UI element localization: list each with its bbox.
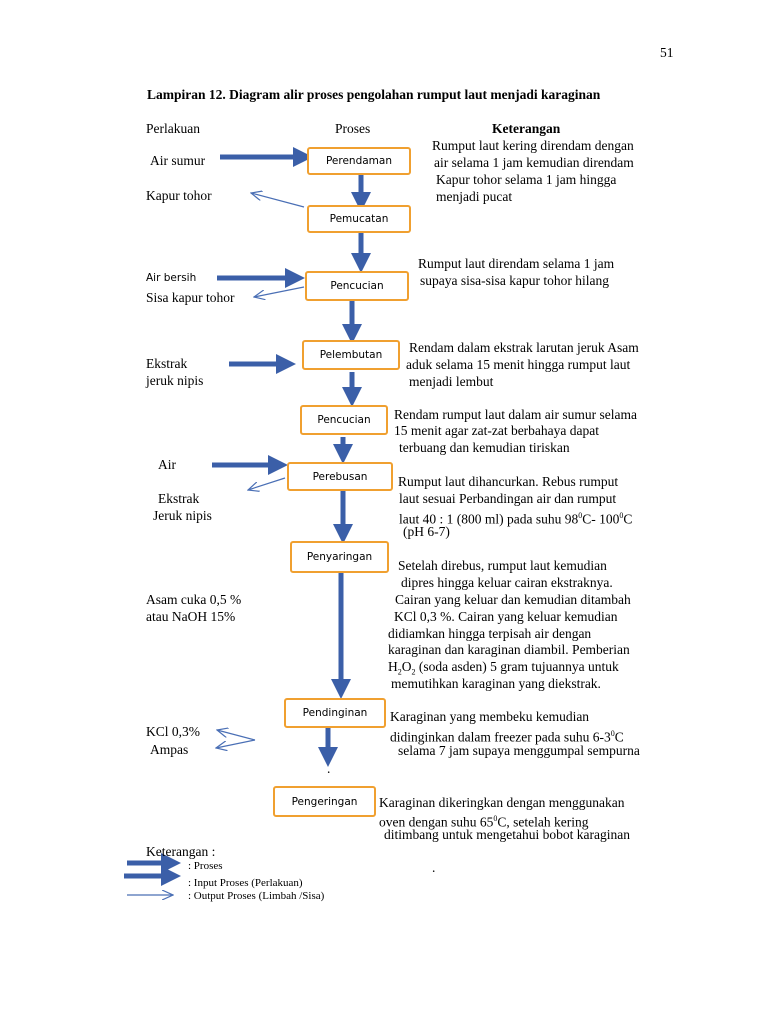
note-penyaringan-line2: dipres hingga keluar cairan ekstraknya. [401, 575, 613, 590]
output-ekstrak-line2: Jeruk nipis [153, 508, 212, 523]
legend-proses-label: : Proses [188, 860, 223, 872]
process-box-pengeringan: Pengeringan [273, 786, 376, 817]
note-penyaringan-line6: karaginan dan karaginan diambil. Pemberian [388, 642, 630, 657]
note-pengeringan-line1: Karaginan dikeringkan dengan menggunakan [379, 795, 625, 810]
note-perebusan-line4: (pH 6-7) [403, 524, 450, 539]
output-ampas: Ampas [150, 742, 189, 757]
note-penyaringan-line4: KCl 0,3 %. Cairan yang keluar kemudian [394, 609, 618, 624]
process-box-pendinginan: Pendinginan [284, 698, 386, 728]
note-perendaman-line1: Rumput laut kering direndam dengan [432, 138, 634, 153]
output-kapur-tohor: Kapur tohor [146, 188, 212, 203]
process-box-pencucian-1: Pencucian [305, 271, 409, 301]
note-pelembutan-line2: aduk selama 15 menit hingga rumput laut [406, 357, 631, 372]
note-penyaringan-line3: Cairan yang keluar dan kemudian ditambah [395, 592, 631, 607]
note-penyaringan-line8: memutihkan karaginan yang diekstrak. [391, 676, 601, 691]
note-pendinginan-line1: Karaginan yang membeku kemudian [390, 709, 590, 724]
note-perendaman-line4: menjadi pucat [436, 189, 513, 204]
input-air: Air [158, 457, 176, 472]
note-pengeringan-line3: ditimbang untuk mengetahui bobot karaginan [384, 827, 630, 842]
process-box-pelembutan: Pelembutan [302, 340, 400, 370]
note-perebusan-line3: laut 40 : 1 (800 ml) pada suhu $98^0C-$ $100^0C$ [399, 511, 633, 527]
note-perebusan-line2: laut sesuai Perbandingan air dan rumput [399, 491, 617, 506]
input-ekstrak-jeruk-line2: jeruk nipis [146, 373, 204, 388]
note-pencucian1-line2: supaya sisa-sisa kapur tohor hilang [420, 273, 609, 288]
output-arrow-kcl [217, 730, 255, 740]
input-asam-line1: Asam cuka 0,5 % [146, 592, 242, 607]
note-pelembutan-line3: menjadi lembut [409, 374, 494, 389]
stray-dot-1: . [327, 761, 331, 776]
output-arrow-perebusan [248, 478, 285, 490]
output-arrow-sisa-kapur [254, 287, 304, 297]
process-box-perebusan: Perebusan [287, 462, 393, 491]
output-kcl: KCl 0,3% [146, 724, 200, 739]
output-arrow-kapur-tohor [251, 193, 304, 207]
input-air-bersih: Air bersih [146, 272, 197, 284]
header-proses: Proses [335, 121, 371, 136]
process-box-perendaman: Perendaman [307, 147, 411, 175]
input-ekstrak-jeruk-line1: Ekstrak [146, 356, 188, 371]
note-penyaringan-line5: didiamkan hingga terpisah air dengan [388, 626, 592, 641]
note-pencucian2-line2: 15 menit agar zat-zat berbahaya dapat [394, 423, 600, 438]
note-pelembutan-line1: Rendam dalam ekstrak larutan jeruk Asam [409, 340, 639, 355]
process-box-penyaringan: Penyaringan [290, 541, 389, 573]
note-pengeringan-line2: oven dengan suhu $65^0C$, setelah kering [379, 814, 589, 830]
note-pencucian2-line3: terbuang dan kemudian tiriskan [399, 440, 570, 455]
legend-output-label: : Output Proses (Limbah /Sisa) [188, 890, 325, 902]
header-keterangan: Keterangan [492, 121, 561, 136]
note-perendaman-line2: air selama 1 jam kemudian direndam [434, 155, 634, 170]
page-number: 51 [660, 45, 674, 60]
header-perlakuan: Perlakuan [146, 121, 200, 136]
note-pencucian1-line1: Rumput laut direndam selama 1 jam [418, 256, 615, 271]
legend-input-label: : Input Proses (Perlakuan) [188, 877, 303, 889]
process-box-pemucatan: Pemucatan [307, 205, 411, 233]
note-pencucian2-line1: Rendam rumput laut dalam air sumur selama [394, 407, 637, 422]
stray-dot-2: . [432, 860, 436, 875]
output-ekstrak-line1: Ekstrak [158, 491, 200, 506]
output-arrow-ampas [216, 740, 255, 748]
input-asam-line2: atau NaOH 15% [146, 609, 236, 624]
note-pendinginan-line3: selama 7 jam supaya menggumpal sempurna [398, 743, 640, 758]
note-penyaringan-line1: Setelah direbus, rumput laut kemudian [398, 558, 607, 573]
process-box-pencucian-2: Pencucian [300, 405, 388, 435]
note-penyaringan-line7: $H_2O_2$ (soda asden) 5 gram tujuannya untuk [388, 659, 619, 677]
note-perendaman-line3: Kapur tohor selama 1 jam hingga [436, 172, 617, 187]
legend-title: Keterangan : [146, 844, 216, 859]
page-title: Lampiran 12. Diagram alir proses pengolahan rumput laut menjadi karaginan [147, 87, 601, 102]
input-air-sumur: Air sumur [150, 153, 206, 168]
output-sisa-kapur-tohor: Sisa kapur tohor [146, 290, 235, 305]
note-pendinginan-line2: didinginkan dalam freezer pada suhu $6-3^0C$ [390, 729, 624, 745]
note-perebusan-line1: Rumput laut dihancurkan. Rebus rumput [398, 474, 619, 489]
